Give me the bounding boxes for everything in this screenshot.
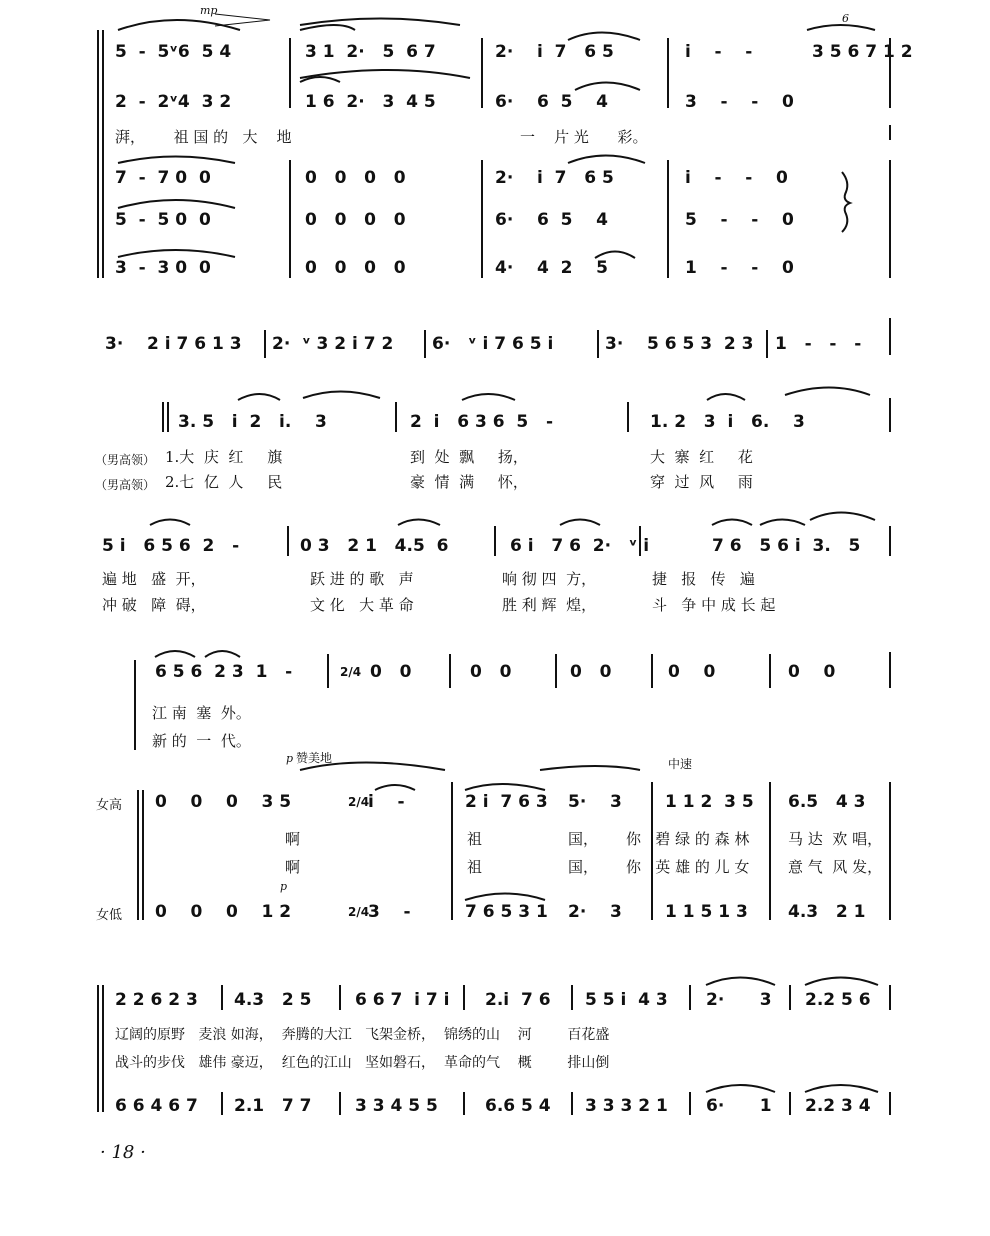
lyric-line-1: 辽阔的原野 麦浪 如海， 奔腾的大江 飞架金桥， 锦绣的山 河 百花盛 [115, 1027, 610, 1043]
soprano-measure1: 0 0 0 3 5 [155, 792, 292, 812]
lyric-verse2: 胜 利 辉 煌， [502, 596, 597, 614]
lyric-verse1: 捷 报 传 遍 [652, 570, 755, 588]
upper-measure7: 2.2 5 6 [805, 990, 871, 1010]
voice-label-soprano: 女高 [96, 798, 123, 813]
staff5-measure1: 3 - 3 0 0 [115, 258, 211, 278]
lyric-soprano1: 祖 [467, 830, 483, 848]
verse-measure3: 1. 2 3 i 6. 3 [650, 412, 805, 432]
dynamic-p: p [280, 880, 288, 893]
staff1-measure1: 5 - 5ᵛ6 5 4 [115, 42, 232, 62]
tempo-mark: 中速 [668, 757, 693, 771]
interlude-measure1: 3· 2 i 7 6 1 3 [105, 334, 242, 354]
lyric-soprano2: 祖 [467, 858, 483, 876]
upper-measure6: 2· 3 [706, 990, 772, 1010]
staff5-measure3: 4· 4 2 5 [495, 258, 608, 278]
verse-measure6: 6 i 7 6 2· ᵛ i [510, 536, 650, 556]
upper-measure4: 2.i 7 6 [485, 990, 551, 1010]
verse-measure4: 5 i 6 5 6 2 - [102, 536, 240, 556]
interlude-measure2: 2· ᵛ 3 2 i 7 2 [272, 334, 394, 354]
lyric-verse1: 响 彻 四 方， [502, 570, 597, 588]
staff3-measure1: 7 - 7 0 0 [115, 168, 211, 188]
lyric-verse2: 豪 情 满 怀， [410, 473, 528, 491]
expression-mark: 赞美地 [296, 751, 333, 765]
lyric-soprano2: 啊 [285, 858, 301, 876]
lyric-verse1: 大 寨 红 花 [650, 448, 753, 466]
rest-measure: 0 0 [788, 662, 836, 682]
staff4-measure1: 5 - 5 0 0 [115, 210, 211, 230]
dynamic-mp: mp [200, 4, 218, 17]
staff4-measure3: 6· 6 5 4 [495, 210, 608, 230]
lyric-soprano1: 国， [568, 830, 599, 848]
soprano-measure4: 5· 3 [568, 792, 622, 812]
lyric-verse2: 穿 过 风 雨 [650, 473, 753, 491]
lyric-soprano1: 马 达 欢 唱， [788, 830, 883, 848]
lower-measure3: 3 3 4 5 5 [355, 1096, 438, 1116]
rest-measure: 0 0 [570, 662, 612, 682]
verse-measure7: 7 6 5 6 i 3. 5 [712, 536, 861, 556]
lyric-soprano2: 国， [568, 858, 599, 876]
upper-measure5: 5 5 i 4 3 [585, 990, 668, 1010]
verse-measure8: 6 5 6 2 3 1 - [155, 662, 293, 682]
lyric-verse2: 冲 破 障 碍， [102, 596, 206, 614]
staff2-measure4: 3 - - 0 [685, 92, 794, 112]
lyric-soprano1: 啊 [285, 830, 301, 848]
verse-measure5: 0 3 2 1 4.5 6 [300, 536, 449, 556]
voice-label: （男高领） [95, 453, 156, 467]
alto-measure3: 7 6 5 3 1 [465, 902, 548, 922]
verse-measure1: 3. 5 i 2 i. 3 [178, 412, 327, 432]
lower-measure7: 2.2 3 4 [805, 1096, 871, 1116]
upper-measure1: 2 2 6 2 3 [115, 990, 198, 1010]
time-signature: 2/4 [348, 905, 370, 919]
lower-measure4: 6.6 5 4 [485, 1096, 551, 1116]
lyric-verse1: 到 处 飘 扬， [410, 448, 528, 466]
soprano-measure3: 2 i 7 6 3 [465, 792, 548, 812]
page-number: · 18 · [100, 1142, 146, 1163]
alto-measure6: 4.3 2 1 [788, 902, 866, 922]
upper-measure3: 6 6 7 i 7 i [355, 990, 450, 1010]
alto-measure1: 0 0 0 1 2 [155, 902, 292, 922]
lyric-soprano1: 你 碧 绿 的 森 林 [626, 830, 750, 848]
dynamic-p: p [286, 752, 294, 765]
soprano-measure6: 6.5 4 3 [788, 792, 866, 812]
staff1-tuplet-run: 3 5 6 7 1 2 [812, 42, 913, 62]
staff4-measure4: 5 - - 0 [685, 210, 794, 230]
time-signature: 2/4 [340, 665, 362, 679]
staff1-measure3: 2· i 7 6 5 [495, 42, 614, 62]
staff5-measure2: 0 0 0 0 [305, 258, 406, 278]
lower-measure1: 6 6 4 6 7 [115, 1096, 198, 1116]
staff1-measure4: i - - [685, 42, 753, 62]
upper-measure2: 4.3 2 5 [234, 990, 312, 1010]
lyric-verse2: 新 的 一 代。 [152, 732, 251, 750]
staff1-measure2: 3 1 2· 5 6 7 [305, 42, 436, 62]
rest-measure: 0 0 [668, 662, 716, 682]
lyric-verse1: 跃 进 的 歌 声 [310, 570, 414, 588]
staff2-measure2: 1 6 2· 3 4 5 [305, 92, 436, 112]
staff2-measure1: 2 - 2ᵛ4 3 2 [115, 92, 232, 112]
voice-label-alto: 女低 [96, 908, 123, 923]
staff3-measure3: 2· i 7 6 5 [495, 168, 614, 188]
alto-measure4: 2· 3 [568, 902, 622, 922]
lyric-line-2: 战斗的步伐 雄伟 豪迈， 红色的江山 坚如磐石， 革命的气 概 排山倒 [115, 1055, 610, 1071]
staff5-measure4: 1 - - 0 [685, 258, 794, 278]
staff4-measure2: 0 0 0 0 [305, 210, 406, 230]
lower-measure5: 3 3 3 2 1 [585, 1096, 668, 1116]
lyric-verse2: 斗 争 中 成 长 起 [652, 596, 776, 614]
alto-measure2: 3 - [368, 902, 411, 922]
lower-measure2: 2.1 7 7 [234, 1096, 312, 1116]
interlude-measure5: 1 - - - [775, 334, 862, 354]
lyric-verse2: 文 化 大 革 命 [310, 596, 414, 614]
interlude-measure4: 3· 5 6 5 3 2 3 [605, 334, 754, 354]
lyric-verse1: 遍 地 盛 开， [102, 570, 206, 588]
tuplet-number: 6 [842, 12, 849, 25]
time-signature: 2/4 [348, 795, 370, 809]
verse-measure2: 2 i 6 3 6 5 - [410, 412, 554, 432]
lyric-verse1: 江 南 塞 外。 [152, 704, 251, 722]
lower-measure6: 6· 1 [706, 1096, 772, 1116]
lyric-soprano2: 意 气 风 发， [788, 858, 883, 876]
lyric-line: 一 片 光 彩。 [520, 128, 648, 146]
alto-measure5: 1 1 5 1 3 [665, 902, 748, 922]
rest-measure: 0 0 [370, 662, 412, 682]
voice-label: （男高领） [95, 478, 156, 492]
lyric-line: 湃， 祖 国 的 大 地 [115, 128, 292, 146]
soprano-measure2: i - [368, 792, 405, 812]
staff3-measure4: i - - 0 [685, 168, 788, 188]
staff2-measure3: 6· 6 5 4 [495, 92, 608, 112]
rest-measure: 0 0 [470, 662, 512, 682]
lyric-verse2: 2.七 亿 人 民 [165, 473, 283, 491]
lyric-verse1: 1.大 庆 红 旗 [165, 448, 283, 466]
soprano-measure5: 1 1 2 3 5 [665, 792, 754, 812]
interlude-measure3: 6· ᵛ i 7 6 5 i [432, 334, 554, 354]
lyric-soprano2: 你 英 雄 的 儿 女 [626, 858, 750, 876]
staff3-measure2: 0 0 0 0 [305, 168, 406, 188]
